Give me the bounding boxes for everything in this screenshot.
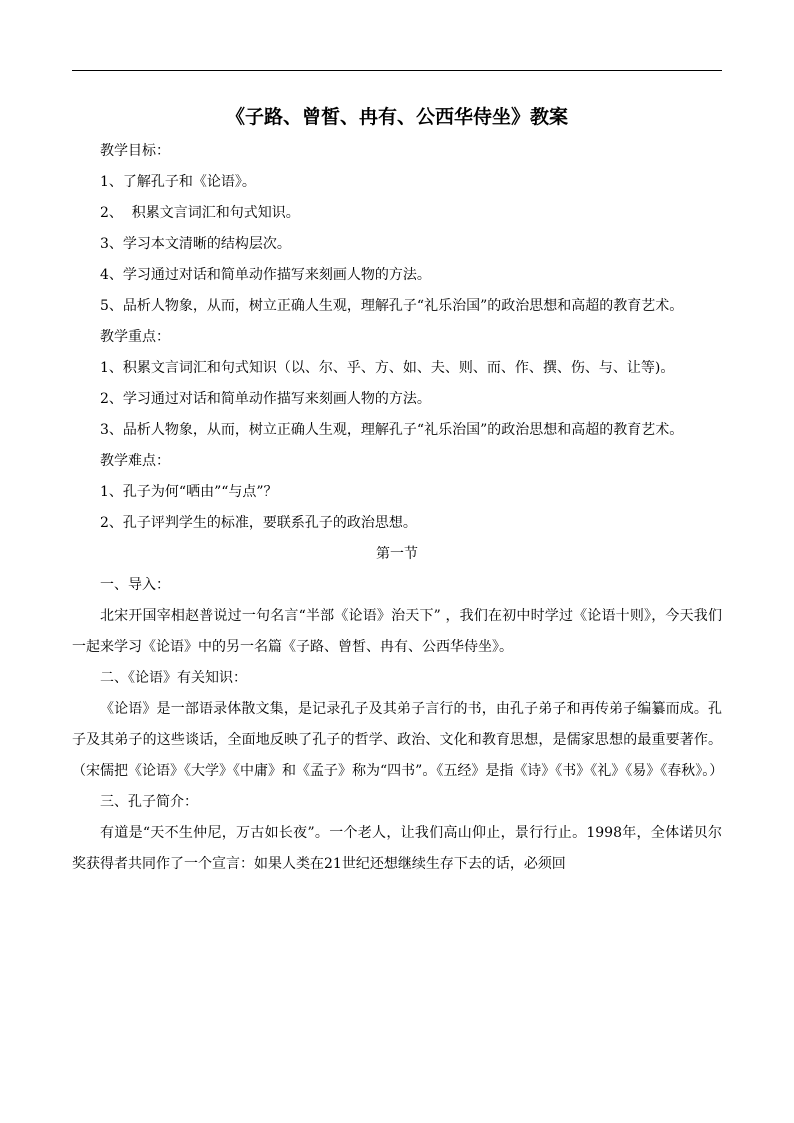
paragraph: 教学难点： bbox=[100, 453, 170, 469]
document-body bbox=[72, 100, 722, 880]
paragraph: 3、品析人物象，从而，树立正确人生观，理解孔子“礼乐治国”的政治思想和高超的教育艺术。 bbox=[100, 422, 684, 438]
paragraph: 2、孔子评判学生的标准，要联系孔子的政治思想。 bbox=[100, 515, 417, 531]
paragraph: 有道是“天不生仲尼，万古如长夜”。一个老人，让我们高山仰止，景行行止。1998年，全体诺贝尔奖获得者共同作了一个宣言：如果人类在21世纪还想继续生存下去的话，必须回 bbox=[72, 825, 722, 872]
paragraph: 3、学习本文清晰的结构层次。 bbox=[100, 236, 291, 252]
header-rule bbox=[72, 70, 722, 71]
paragraph: 4、学习通过对话和简单动作描写来刻画人物的方法。 bbox=[100, 267, 431, 283]
paragraph: 二、《论语》有关知识： bbox=[100, 670, 247, 686]
paragraph: 教学目标： bbox=[100, 143, 170, 159]
paragraph: 5、品析人物象，从而，树立正确人生观，理解孔子“礼乐治国”的政治思想和高超的教育艺术。 bbox=[100, 298, 684, 314]
paragraph: 2、 积累文言词汇和句式知识。 bbox=[100, 205, 300, 221]
paragraph: 1、孔子为何“哂由”“与点”？ bbox=[100, 484, 278, 500]
section-title: 第一节 bbox=[376, 546, 418, 562]
paragraph: 2、学习通过对话和简单动作描写来刻画人物的方法。 bbox=[100, 391, 431, 407]
paragraph: 一、导入： bbox=[100, 577, 170, 593]
paragraph: 1、了解孔子和《论语》。 bbox=[100, 174, 256, 190]
document-title: 《子路、曾皙、冉有、公西华侍坐》教案 bbox=[225, 106, 568, 128]
paragraph: 1、积累文言词汇和句式知识（以、尔、乎、方、如、夫、则、而、作、撰、伤、与、让等)。 bbox=[100, 360, 675, 376]
paragraph: 教学重点： bbox=[100, 329, 170, 345]
paragraph: 北宋开国宰相赵普说过一句名言“半部《论语》治天下” ，我们在初中时学过《论语十则》，今天我们一起来学习《论语》中的另一名篇《子路、曾皙、冉有、公西华侍坐》。 bbox=[72, 608, 722, 655]
paragraph: 三、孔子简介： bbox=[100, 794, 198, 810]
paragraph: 《论语》是一部语录体散文集，是记录孔子及其弟子言行的书，由孔子弟子和再传弟子编纂而成。孔子及其弟子的这些谈话，全面地反映了孔子的哲学、政治、文化和教育思想，是儒家思想的最重要著作。（宋儒把《论语》《大学》《中庸》和《孟子》称为“四书”。《五经》是指《诗》《书》《礼》《易》《春秋》。） bbox=[72, 701, 724, 779]
